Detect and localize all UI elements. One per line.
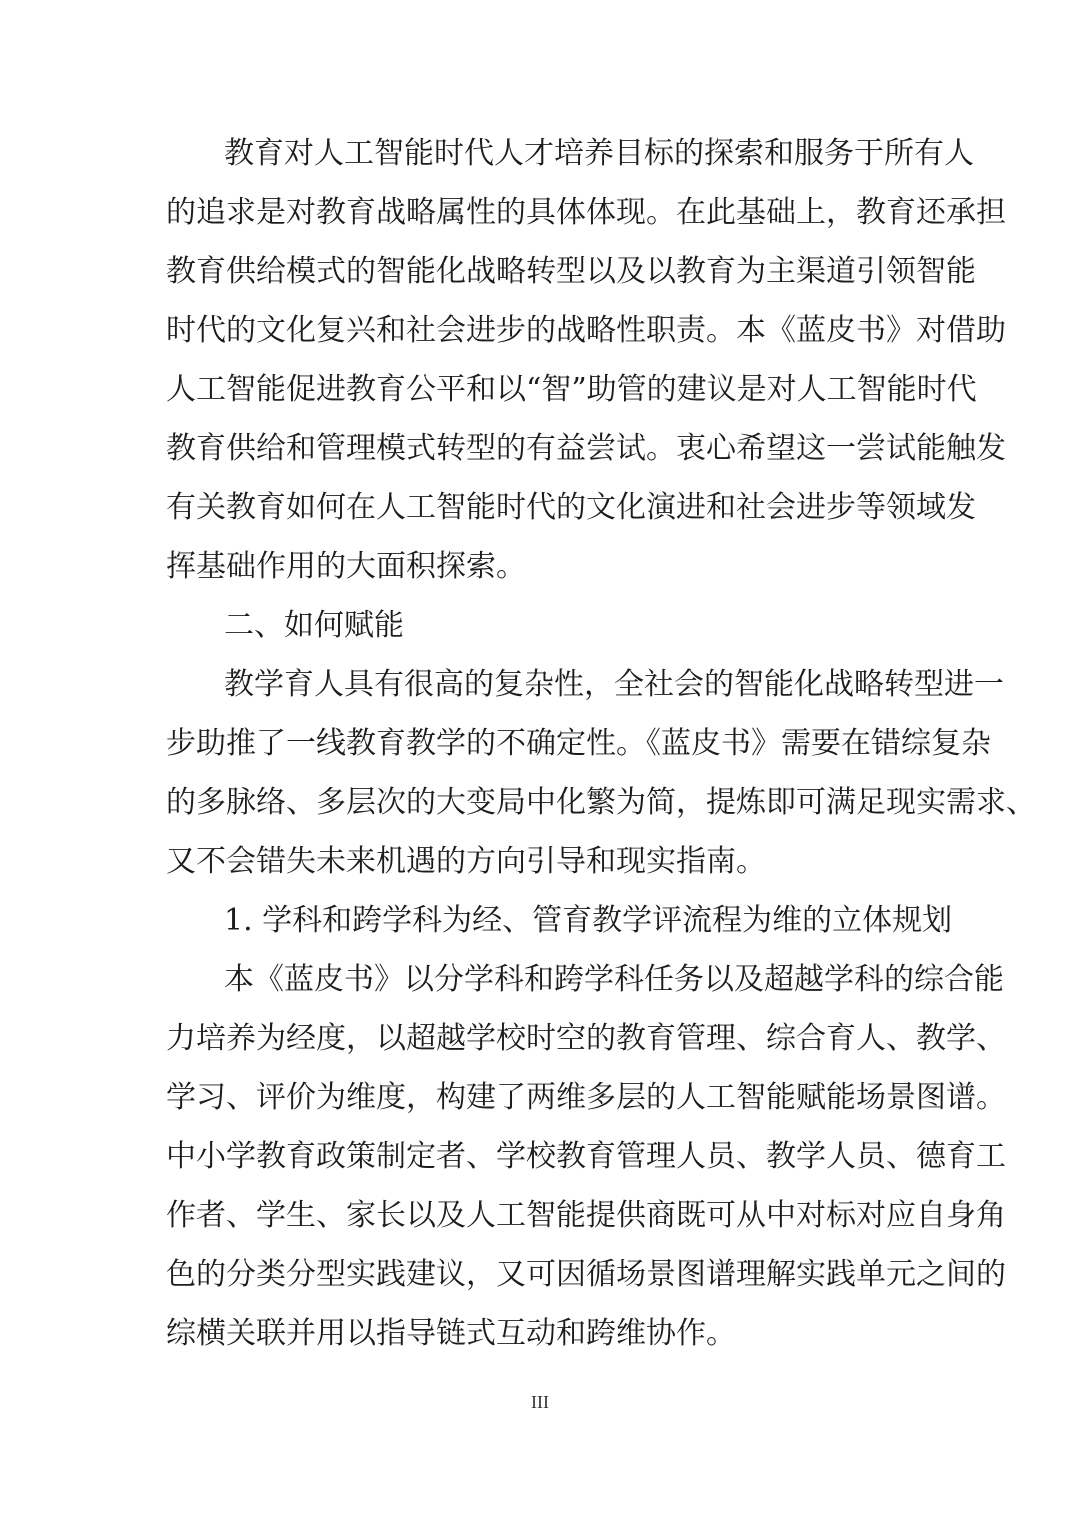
text-line: 作者、学生、家长以及人工智能提供商既可从中对标对应自身角 <box>166 1198 1006 1233</box>
text-line: 中小学教育政策制定者、学校教育管理人员、教学人员、德育工 <box>166 1139 1006 1174</box>
text-line: 教学育人具有很高的复杂性，全社会的智能化战略转型进一 <box>224 667 1004 702</box>
text-line: 步助推了一线教育教学的不确定性。《蓝皮书》需要在错综复杂 <box>166 726 991 761</box>
paragraph <box>166 124 1006 596</box>
text-line: 力培养为经度，以超越学校时空的教育管理、综合育人、教学、 <box>166 1021 1006 1056</box>
text-line: 的追求是对教育战略属性的具体体现。在此基础上，教育还承担 <box>166 195 1006 230</box>
text-line: 时代的文化复兴和社会进步的战略性职责。本《蓝皮书》对借助 <box>166 313 1006 348</box>
page-body <box>166 124 1036 1363</box>
text-line: 教育供给和管理模式转型的有益尝试。衷心希望这一尝试能触发 <box>166 431 1006 466</box>
page-number: III <box>531 1392 549 1412</box>
paragraph <box>166 950 1006 1363</box>
text-line: 学习、评价为维度，构建了两维多层的人工智能赋能场景图谱。 <box>166 1080 1006 1115</box>
text-line: 的多脉络、多层次的大变局中化繁为简，提炼即可满足现实需求、 <box>166 785 1036 820</box>
subsection-heading: 1. 学科和跨学科为经、管育教学评流程为维的立体规划 <box>224 903 953 938</box>
text-line: 挥基础作用的大面积探索。 <box>166 549 526 584</box>
text-line: 色的分类分型实践建议，又可因循场景图谱理解实践单元之间的 <box>166 1257 1006 1292</box>
text-line: 综横关联并用以指导链式互动和跨维协作。 <box>166 1316 736 1351</box>
text-line: 本《蓝皮书》以分学科和跨学科任务以及超越学科的综合能 <box>224 962 1004 997</box>
text-line: 教育供给模式的智能化战略转型以及以教育为主渠道引领智能 <box>166 254 976 289</box>
text-line: 教育对人工智能时代人才培养目标的探索和服务于所有人 <box>224 136 974 171</box>
paragraph <box>166 655 1036 891</box>
text-line: 又不会错失未来机遇的方向引导和现实指南。 <box>166 844 766 879</box>
section-heading: 二、如何赋能 <box>224 608 404 643</box>
text-line: 有关教育如何在人工智能时代的文化演进和社会进步等领域发 <box>166 490 976 525</box>
text-line: 人工智能促进教育公平和以“智”助管的建议是对人工智能时代 <box>166 372 977 407</box>
